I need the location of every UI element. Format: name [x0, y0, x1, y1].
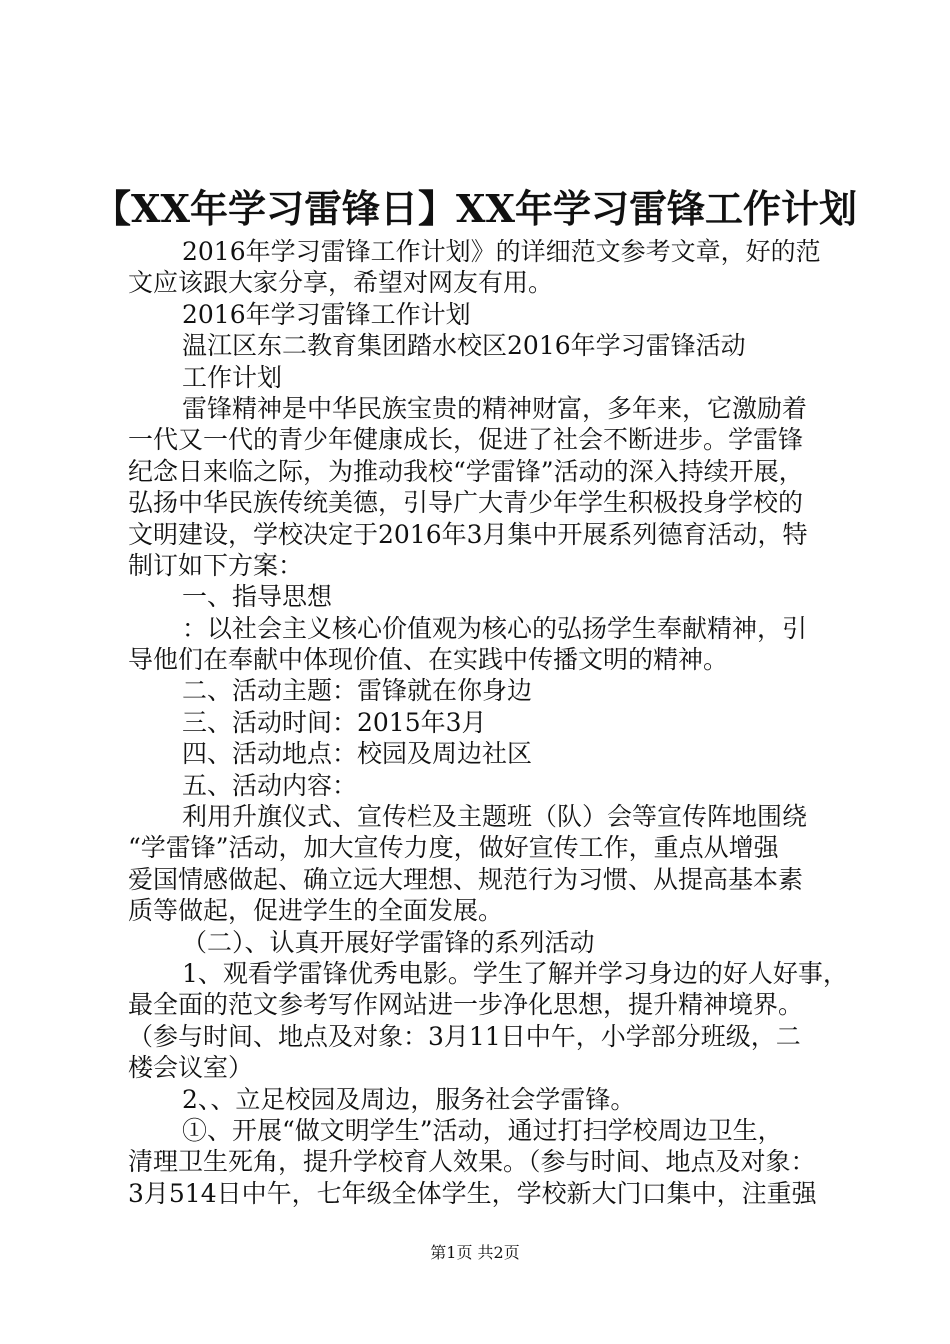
paragraph-line: 爱国情感做起、确立远大理想、规范行为习惯、从提高基本素 — [128, 864, 804, 894]
paragraph-line: 工作计划 — [182, 362, 283, 392]
page-footer: 第1页 共2页 — [430, 1243, 520, 1262]
paragraph-line: 制订如下方案： — [128, 550, 304, 580]
paragraph-line: 雷锋精神是中华民族宝贵的精神财富，多年来，它激励着 — [182, 393, 808, 423]
document-title: 【XX年学习雷锋日】XX年学习雷锋工作计划 — [93, 186, 857, 231]
paragraph-line: 最全面的范文参考写作网站进一步净化思想，提升精神境界。 — [128, 990, 804, 1020]
paragraph-line: 导他们在奉献中体现价值、在实践中传播文明的精神。 — [128, 645, 729, 675]
paragraph-line: 二、活动主题：雷锋就在你身边 — [182, 676, 533, 706]
paragraph-line: 文明建设，学校决定于2016年3月集中开展系列德育活动，特 — [128, 519, 808, 549]
paragraph-line: “学雷锋”活动，加大宣传力度，做好宣传工作，重点从增强 — [128, 833, 779, 863]
paragraph-line: 清理卫生死角，提升学校育人效果。（参与时间、地点及对象： — [128, 1147, 816, 1177]
paragraph-line: （二）、认真开展好学雷锋的系列活动 — [182, 927, 595, 957]
paragraph-line: ：以社会主义核心价值观为核心的弘扬学生奉献精神，引 — [182, 613, 808, 643]
paragraph-line: 楼会议室） — [128, 1053, 254, 1083]
paragraph-line: ①、开展“做文明学生”活动，通过打扫学校周边卫生， — [182, 1115, 783, 1145]
paragraph-line: （参与时间、地点及对象：3月11日中午，小学部分班级，二 — [128, 1021, 801, 1051]
paragraph-line: 弘扬中华民族传统美德，引导广大青少年学生积极投身学校的 — [128, 488, 804, 518]
paragraph-line: 四、活动地点：校园及周边社区 — [182, 739, 533, 769]
paragraph-line: 三、活动时间：2015年3月 — [182, 707, 487, 737]
paragraph-line: 一、指导思想 — [182, 582, 333, 612]
paragraph-line: 纪念日来临之际，为推动我校“学雷锋”活动的深入持续开展， — [128, 456, 804, 486]
paragraph-line: 2016年学习雷锋工作计划 — [182, 299, 471, 329]
paragraph-line: 3月514日中午，七年级全体学生，学校新大门口集中，注重强 — [128, 1178, 817, 1208]
paragraph-line: 2016年学习雷锋工作计划》的详细范文参考文章，好的范 — [182, 237, 821, 266]
paragraph-line: 温江区东二教育集团踏水校区2016年学习雷锋活动 — [182, 331, 746, 361]
paragraph-line: 质等做起，促进学生的全面发展。 — [128, 896, 504, 926]
paragraph-line: 五、活动内容： — [182, 770, 358, 800]
document-body — [128, 236, 848, 1209]
paragraph-line: 利用升旗仪式、宣传栏及主题班（队）会等宣传阵地围绕 — [182, 802, 808, 832]
paragraph-line: 2、、立足校园及周边，服务社会学雷锋。 — [182, 1084, 636, 1114]
paragraph-line: 文应该跟大家分享，希望对网友有用。 — [128, 268, 554, 298]
paragraph-line: 一代又一代的青少年健康成长，促进了社会不断进步。学雷锋 — [128, 425, 804, 455]
paragraph-line: 1、观看学雷锋优秀电影。学生了解并学习身边的好人好事， — [182, 958, 848, 988]
